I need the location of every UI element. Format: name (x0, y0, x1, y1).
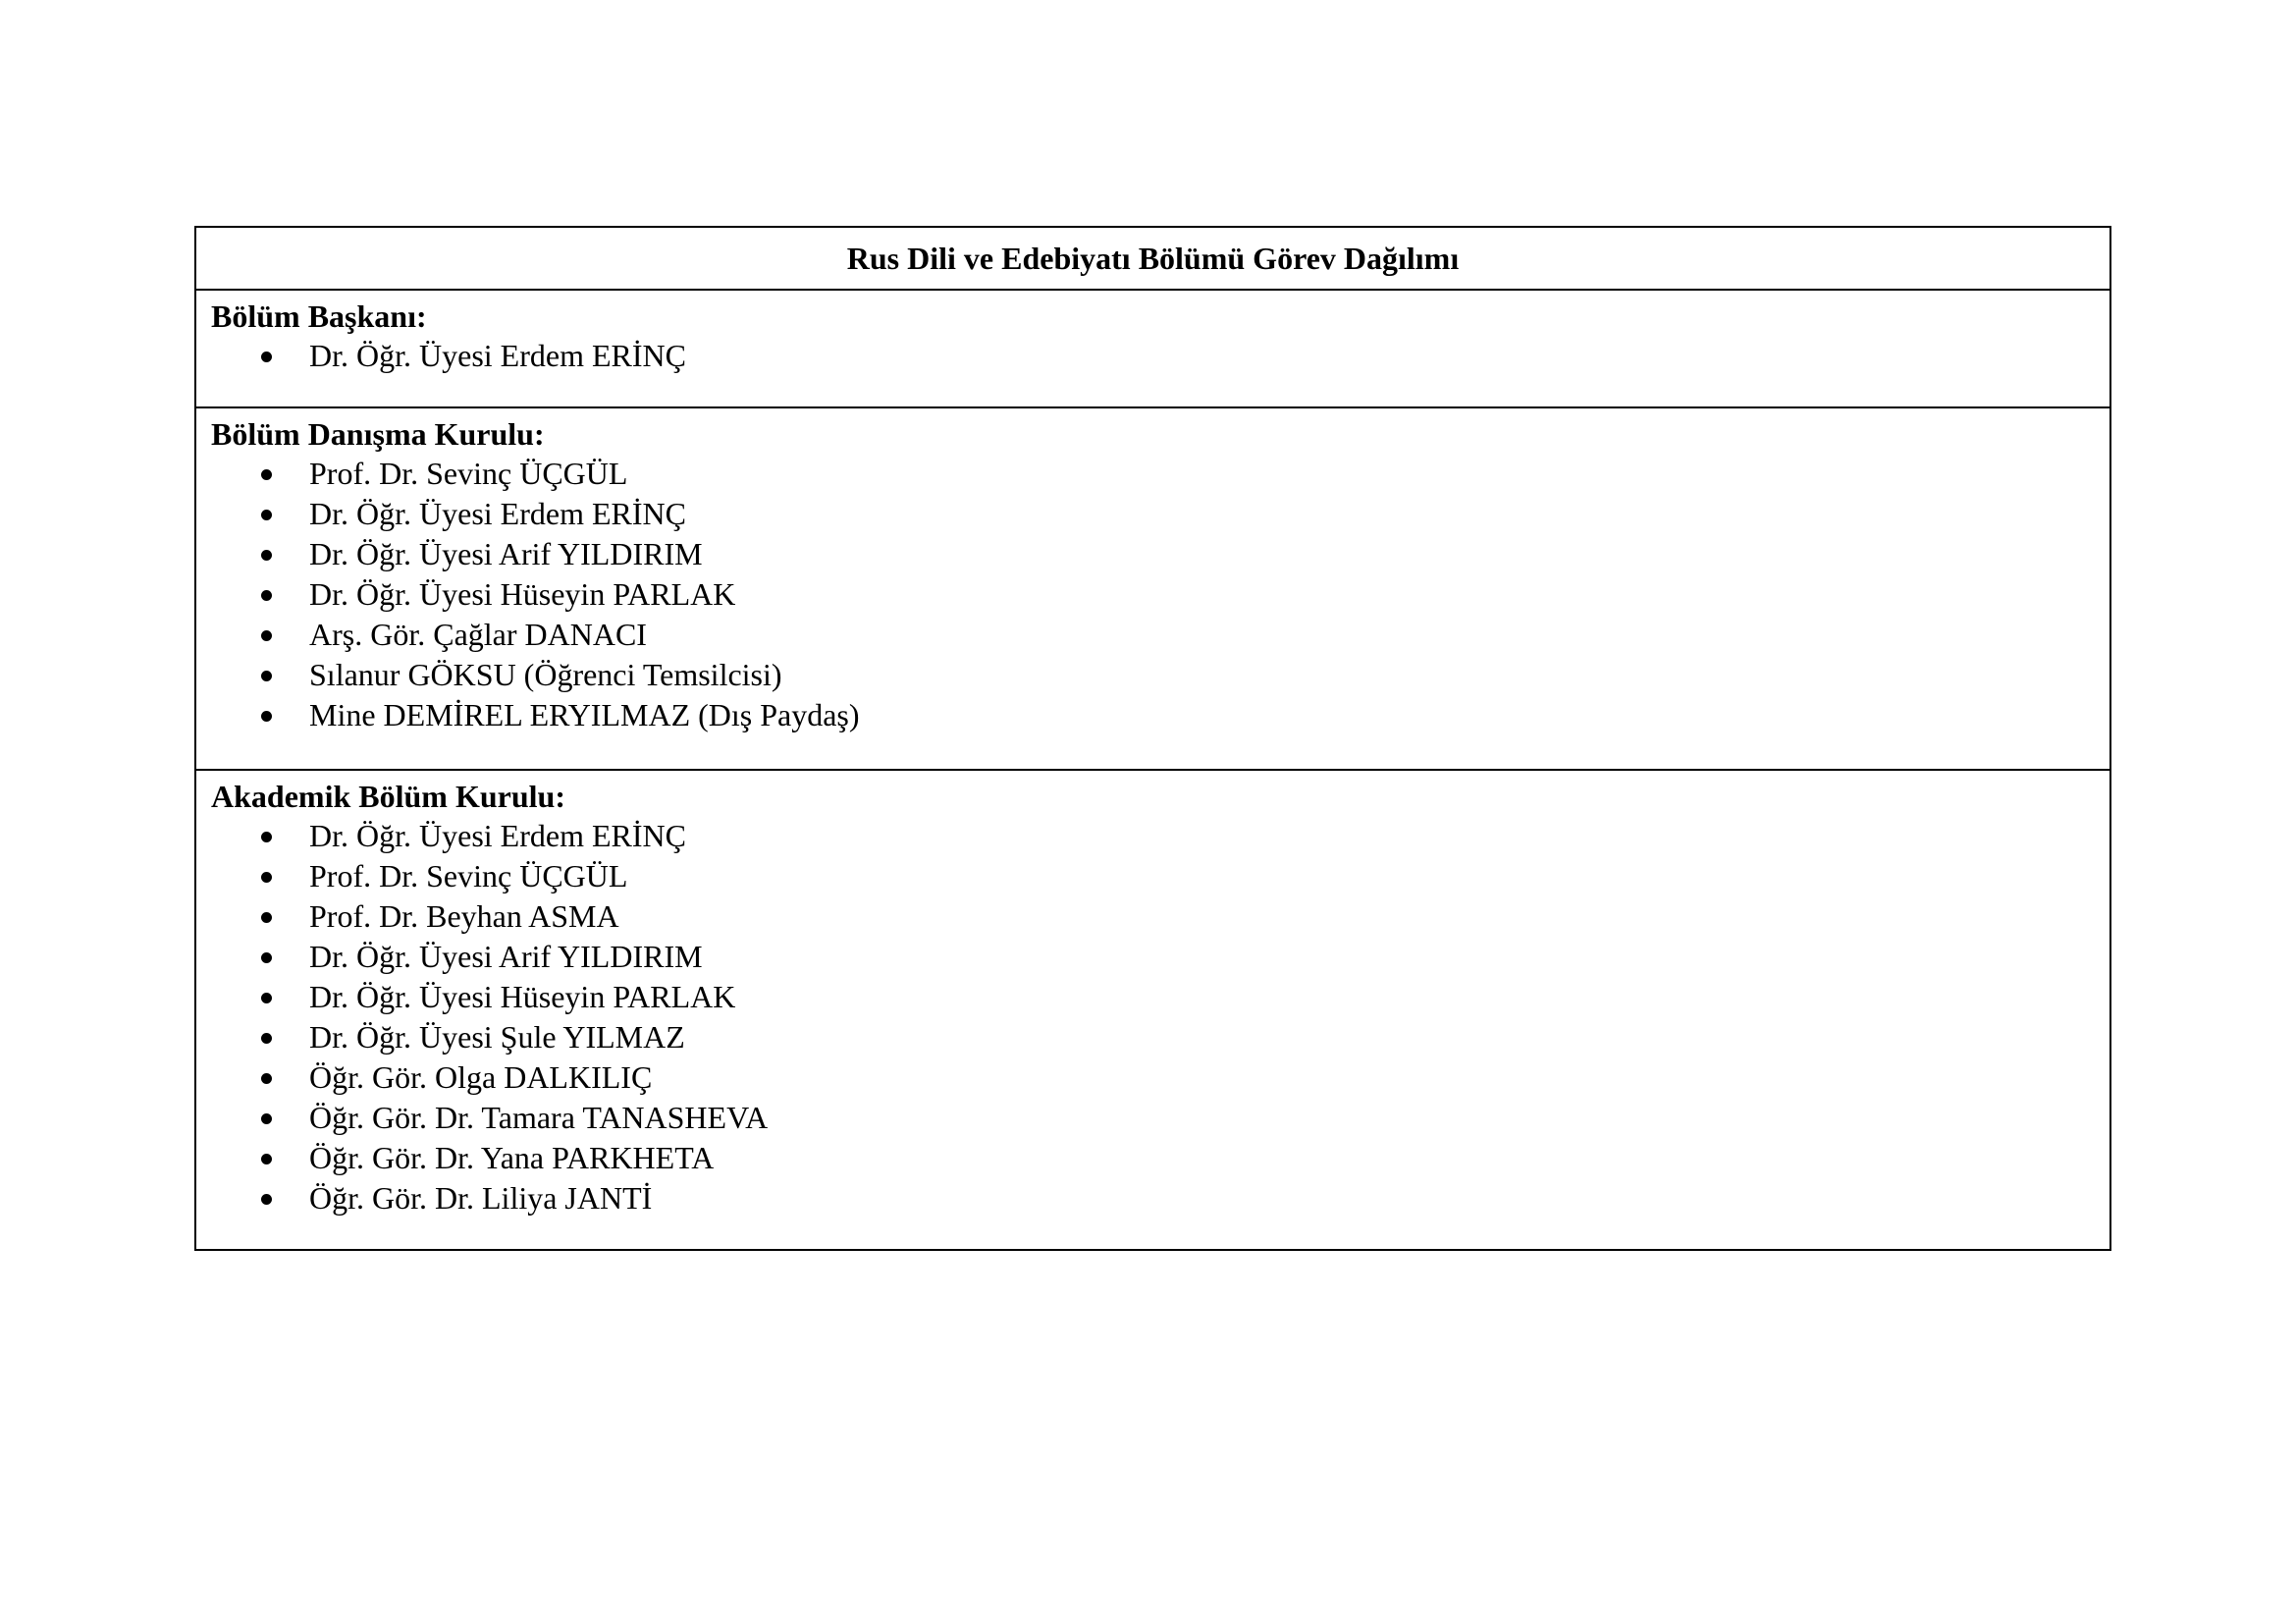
member-name: Dr. Öğr. Üyesi Arif YILDIRIM (309, 536, 703, 571)
member-name: Dr. Öğr. Üyesi Erdem ERİNÇ (309, 496, 686, 531)
member-name: Dr. Öğr. Üyesi Erdem ERİNÇ (309, 818, 686, 853)
list-item (211, 1138, 2109, 1178)
bullet-icon (261, 1194, 272, 1205)
member-name: Dr. Öğr. Üyesi Erdem ERİNÇ (309, 338, 686, 373)
list-item (211, 1098, 2109, 1138)
list-item (211, 1017, 2109, 1057)
member-list (211, 454, 2109, 735)
bullet-icon (261, 832, 272, 842)
bullet-icon (261, 469, 272, 480)
section-academic-board (196, 771, 2109, 1249)
bullet-icon (261, 952, 272, 963)
member-name: Öğr. Gör. Dr. Liliya JANTİ (309, 1180, 653, 1216)
section-advisory-board (196, 408, 2109, 771)
bullet-icon (261, 993, 272, 1003)
section-department-head (196, 291, 2109, 408)
list-item (211, 695, 2109, 735)
list-item (211, 896, 2109, 937)
member-list (211, 336, 2109, 376)
list-item (211, 856, 2109, 896)
bullet-icon (261, 912, 272, 923)
list-item (211, 937, 2109, 977)
member-name: Öğr. Gör. Dr. Yana PARKHETA (309, 1140, 715, 1175)
bullet-icon (261, 510, 272, 520)
member-list (211, 816, 2109, 1218)
member-name: Dr. Öğr. Üyesi Hüseyin PARLAK (309, 979, 736, 1014)
member-name: Arş. Gör. Çağlar DANACI (309, 617, 647, 652)
bullet-icon (261, 1033, 272, 1044)
bullet-icon (261, 590, 272, 601)
member-name: Mine DEMİREL ERYILMAZ (Dış Paydaş) (309, 697, 860, 732)
member-name: Prof. Dr. Sevinç ÜÇGÜL (309, 456, 628, 491)
list-item (211, 1057, 2109, 1098)
list-item (211, 655, 2109, 695)
bullet-icon (261, 1154, 272, 1164)
list-item (211, 454, 2109, 494)
bullet-icon (261, 352, 272, 362)
bullet-icon (261, 1113, 272, 1124)
list-item (211, 574, 2109, 615)
member-name: Sılanur GÖKSU (Öğrenci Temsilcisi) (309, 657, 782, 692)
member-name: Dr. Öğr. Üyesi Hüseyin PARLAK (309, 576, 736, 612)
list-item (211, 336, 2109, 376)
section-heading: Akademik Bölüm Kurulu: (211, 779, 565, 814)
member-name: Prof. Dr. Sevinç ÜÇGÜL (309, 858, 628, 893)
list-item (211, 534, 2109, 574)
member-name: Öğr. Gör. Dr. Tamara TANASHEVA (309, 1100, 769, 1135)
list-item (211, 615, 2109, 655)
member-name: Dr. Öğr. Üyesi Şule YILMAZ (309, 1019, 685, 1055)
table-title: Rus Dili ve Edebiyatı Bölümü Görev Dağılımı (196, 228, 2109, 291)
member-name: Prof. Dr. Beyhan ASMA (309, 898, 619, 934)
list-item (211, 977, 2109, 1017)
bullet-icon (261, 1073, 272, 1084)
bullet-icon (261, 630, 272, 641)
section-heading: Bölüm Danışma Kurulu: (211, 416, 545, 452)
bullet-icon (261, 671, 272, 681)
bullet-icon (261, 872, 272, 883)
section-heading: Bölüm Başkanı: (211, 298, 427, 334)
duty-distribution-table (194, 226, 2111, 1251)
list-item (211, 1178, 2109, 1218)
member-name: Öğr. Gör. Olga DALKILIÇ (309, 1059, 653, 1095)
bullet-icon (261, 711, 272, 722)
member-name: Dr. Öğr. Üyesi Arif YILDIRIM (309, 939, 703, 974)
bullet-icon (261, 550, 272, 561)
list-item (211, 494, 2109, 534)
list-item (211, 816, 2109, 856)
